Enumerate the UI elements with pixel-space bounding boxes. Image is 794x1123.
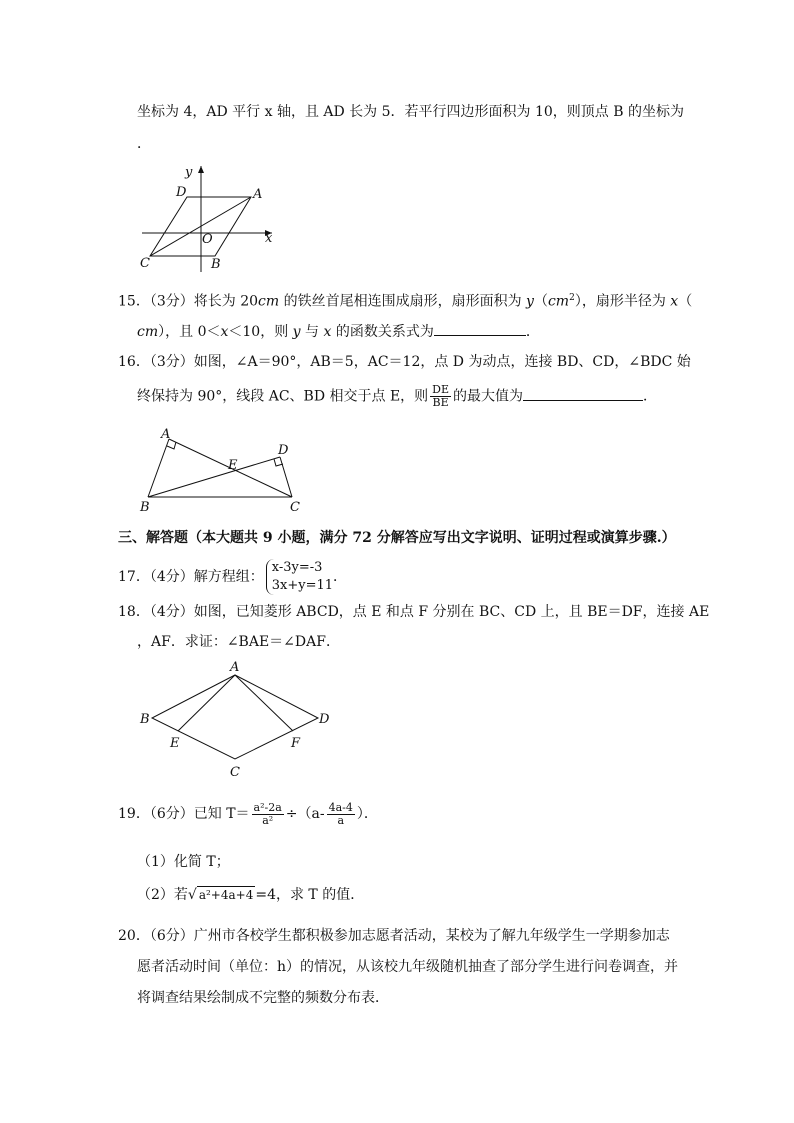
- q14-fig-label-x: x: [265, 231, 273, 246]
- q17-score: （4分）: [149, 569, 194, 585]
- q15-line2-b: ），且 0＜: [158, 324, 221, 340]
- q16-fig-label-D: D: [278, 443, 289, 458]
- q17-equation-system: [266, 559, 333, 595]
- q18-score: （4分）: [149, 604, 194, 620]
- q14-fig-label-D: D: [176, 185, 187, 200]
- q16-line2: [137, 384, 657, 409]
- q19-sub1: （1）化简 T；: [137, 854, 230, 870]
- q18-line2: ，AF．求证：∠BAE＝∠DAF．: [137, 634, 340, 650]
- q14-line2: ．: [137, 136, 151, 152]
- q19-div: ÷（a-: [285, 806, 325, 822]
- q14-fig-label-y: y: [185, 165, 193, 180]
- q15-line2-cm: cm: [137, 324, 159, 340]
- q17-number: 17．: [118, 569, 150, 585]
- q16-answer-blank[interactable]: [523, 385, 643, 401]
- q18-number: 18．: [118, 604, 150, 620]
- q15-text-a: 将长为 20: [193, 293, 259, 310]
- q19-fraction-2: [327, 802, 355, 827]
- q15-var-x: x: [670, 293, 679, 310]
- q16-text-2a: 终保持为 90°，线段 AC、BD 相交于点 E，则: [137, 388, 429, 405]
- q18-rhombus-figure: [138, 658, 338, 783]
- q14-line1: 坐标为 4，AD 平行 x 轴，且 AD 长为 5．若平行四边形面积为 10，则顶点 B 的坐标为: [137, 104, 684, 120]
- q17-text: 解方程组：: [193, 569, 264, 585]
- q14-fig-label-A: A: [253, 187, 263, 202]
- q15-number: 15．: [118, 293, 150, 310]
- q15-line2-h: 的函数关系式为: [331, 324, 434, 340]
- q15-answer-blank[interactable]: [434, 320, 526, 336]
- q18-fig-label-A: A: [230, 660, 240, 675]
- q15-line2: [137, 320, 540, 342]
- q16-fig-label-B: B: [140, 500, 150, 515]
- q20-number: 20．: [118, 928, 150, 944]
- q16-text-2b: 的最大值为: [453, 388, 524, 405]
- q16-number: 16．: [118, 354, 150, 370]
- q18-fig-label-B: B: [140, 712, 150, 727]
- q16-triangle-figure: [138, 425, 308, 517]
- q19-sub2: [137, 885, 364, 905]
- q15-unit-cm: cm: [258, 293, 280, 310]
- q17-eq2: 3x+y=11: [271, 578, 334, 593]
- q19-f1-den: a²: [262, 813, 274, 827]
- q19-sqrt: [188, 885, 255, 905]
- q18-fig-label-F: F: [291, 736, 301, 751]
- q16-text-1: 如图，∠A＝90°，AB＝5，AC＝12，点 D 为动点，连接 BD、CD，∠BDC 始: [193, 354, 691, 370]
- q16-frac-den: BE: [432, 396, 449, 409]
- q15-line2-y: y: [292, 324, 301, 340]
- q19-f2-num: 4a-4: [328, 800, 353, 814]
- q20-line1: [118, 926, 670, 946]
- q18-fig-label-E: E: [170, 736, 180, 751]
- q19-text: 已知 T＝: [193, 806, 250, 822]
- section3-title: 三、解答题（本大题共 9 小题，满分 72 分解答应写出文字说明、证明过程或演算步骤.）: [118, 530, 676, 546]
- q15-line1: [118, 288, 692, 312]
- q15-line2-end: ．: [525, 324, 540, 340]
- q16-line1: [118, 352, 691, 372]
- q16-text-end: ．: [643, 388, 658, 405]
- q16-fig-label-C: C: [290, 500, 300, 515]
- q16-fig-label-E: E: [228, 458, 238, 473]
- q15-text-b: 的铁丝首尾相连围成扇形，扇形面积为: [279, 293, 527, 310]
- q20-line2: 愿者活动时间（单位：h）的情况，从该校九年级随机抽查了部分学生进行问卷调查，并: [137, 959, 679, 975]
- radical-sign-icon: √: [187, 887, 197, 903]
- q15-text-e: （: [678, 293, 693, 310]
- q18-line1: [118, 602, 709, 622]
- q18-fig-label-C: C: [230, 765, 240, 780]
- q15-line2-d: ＜10，则: [228, 324, 293, 340]
- q15-sup-2: 2: [569, 293, 575, 303]
- q15-unit-cm2: cm: [547, 293, 570, 310]
- q19-line: [118, 796, 378, 832]
- q16-frac-num: DE: [432, 383, 450, 396]
- q19-sub2-a: （2）若: [137, 887, 188, 903]
- q15-text-d: ），扇形半径为: [574, 293, 671, 310]
- q20-text-1: 广州市各校学生都积极参加志愿者活动，某校为了解九年级学生一学期参加志: [193, 928, 670, 944]
- q19-sub2-b: =4，求 T 的值．: [255, 887, 365, 903]
- q19-number: 19．: [118, 806, 150, 822]
- q16-score: （3分）: [149, 354, 194, 370]
- q18-text-1: 如图，已知菱形 ABCD，点 E 和点 F 分别在 BC、CD 上，且 BE＝DF，连接 AE: [193, 604, 710, 620]
- q15-line2-f: 与: [300, 324, 324, 340]
- q19-f2-den: a: [337, 813, 345, 827]
- q15-var-y: y: [526, 293, 534, 310]
- q20-line3: 将调查结果绘制成不完整的频数分布表．: [137, 990, 389, 1006]
- q19-score: （6分）: [149, 806, 194, 822]
- q19-radicand: a²+4a+4: [198, 888, 254, 902]
- q19-f1-num: a²-2a: [253, 800, 282, 814]
- q14-fig-label-O: O: [202, 232, 213, 247]
- q17-line: [118, 557, 347, 597]
- q15-text-c: （: [533, 293, 548, 310]
- q14-parallelogram-figure: [138, 160, 288, 275]
- q14-fig-label-B: B: [211, 257, 221, 272]
- q14-fig-label-C: C: [140, 256, 150, 271]
- q16-fig-label-A: A: [161, 427, 171, 442]
- q17-end: ．: [333, 569, 348, 585]
- q15-line2-x2: x: [323, 324, 332, 340]
- q15-score: （3分）: [149, 293, 194, 310]
- q20-score: （6分）: [149, 928, 194, 944]
- q19-close: ）．: [356, 806, 378, 822]
- q15-line2-x1: x: [220, 324, 229, 340]
- q18-fig-label-D: D: [319, 712, 330, 727]
- q17-eq1: x-3y=-3: [271, 560, 323, 575]
- q19-fraction-1: [252, 802, 284, 827]
- q16-fraction-de-be: [430, 384, 451, 409]
